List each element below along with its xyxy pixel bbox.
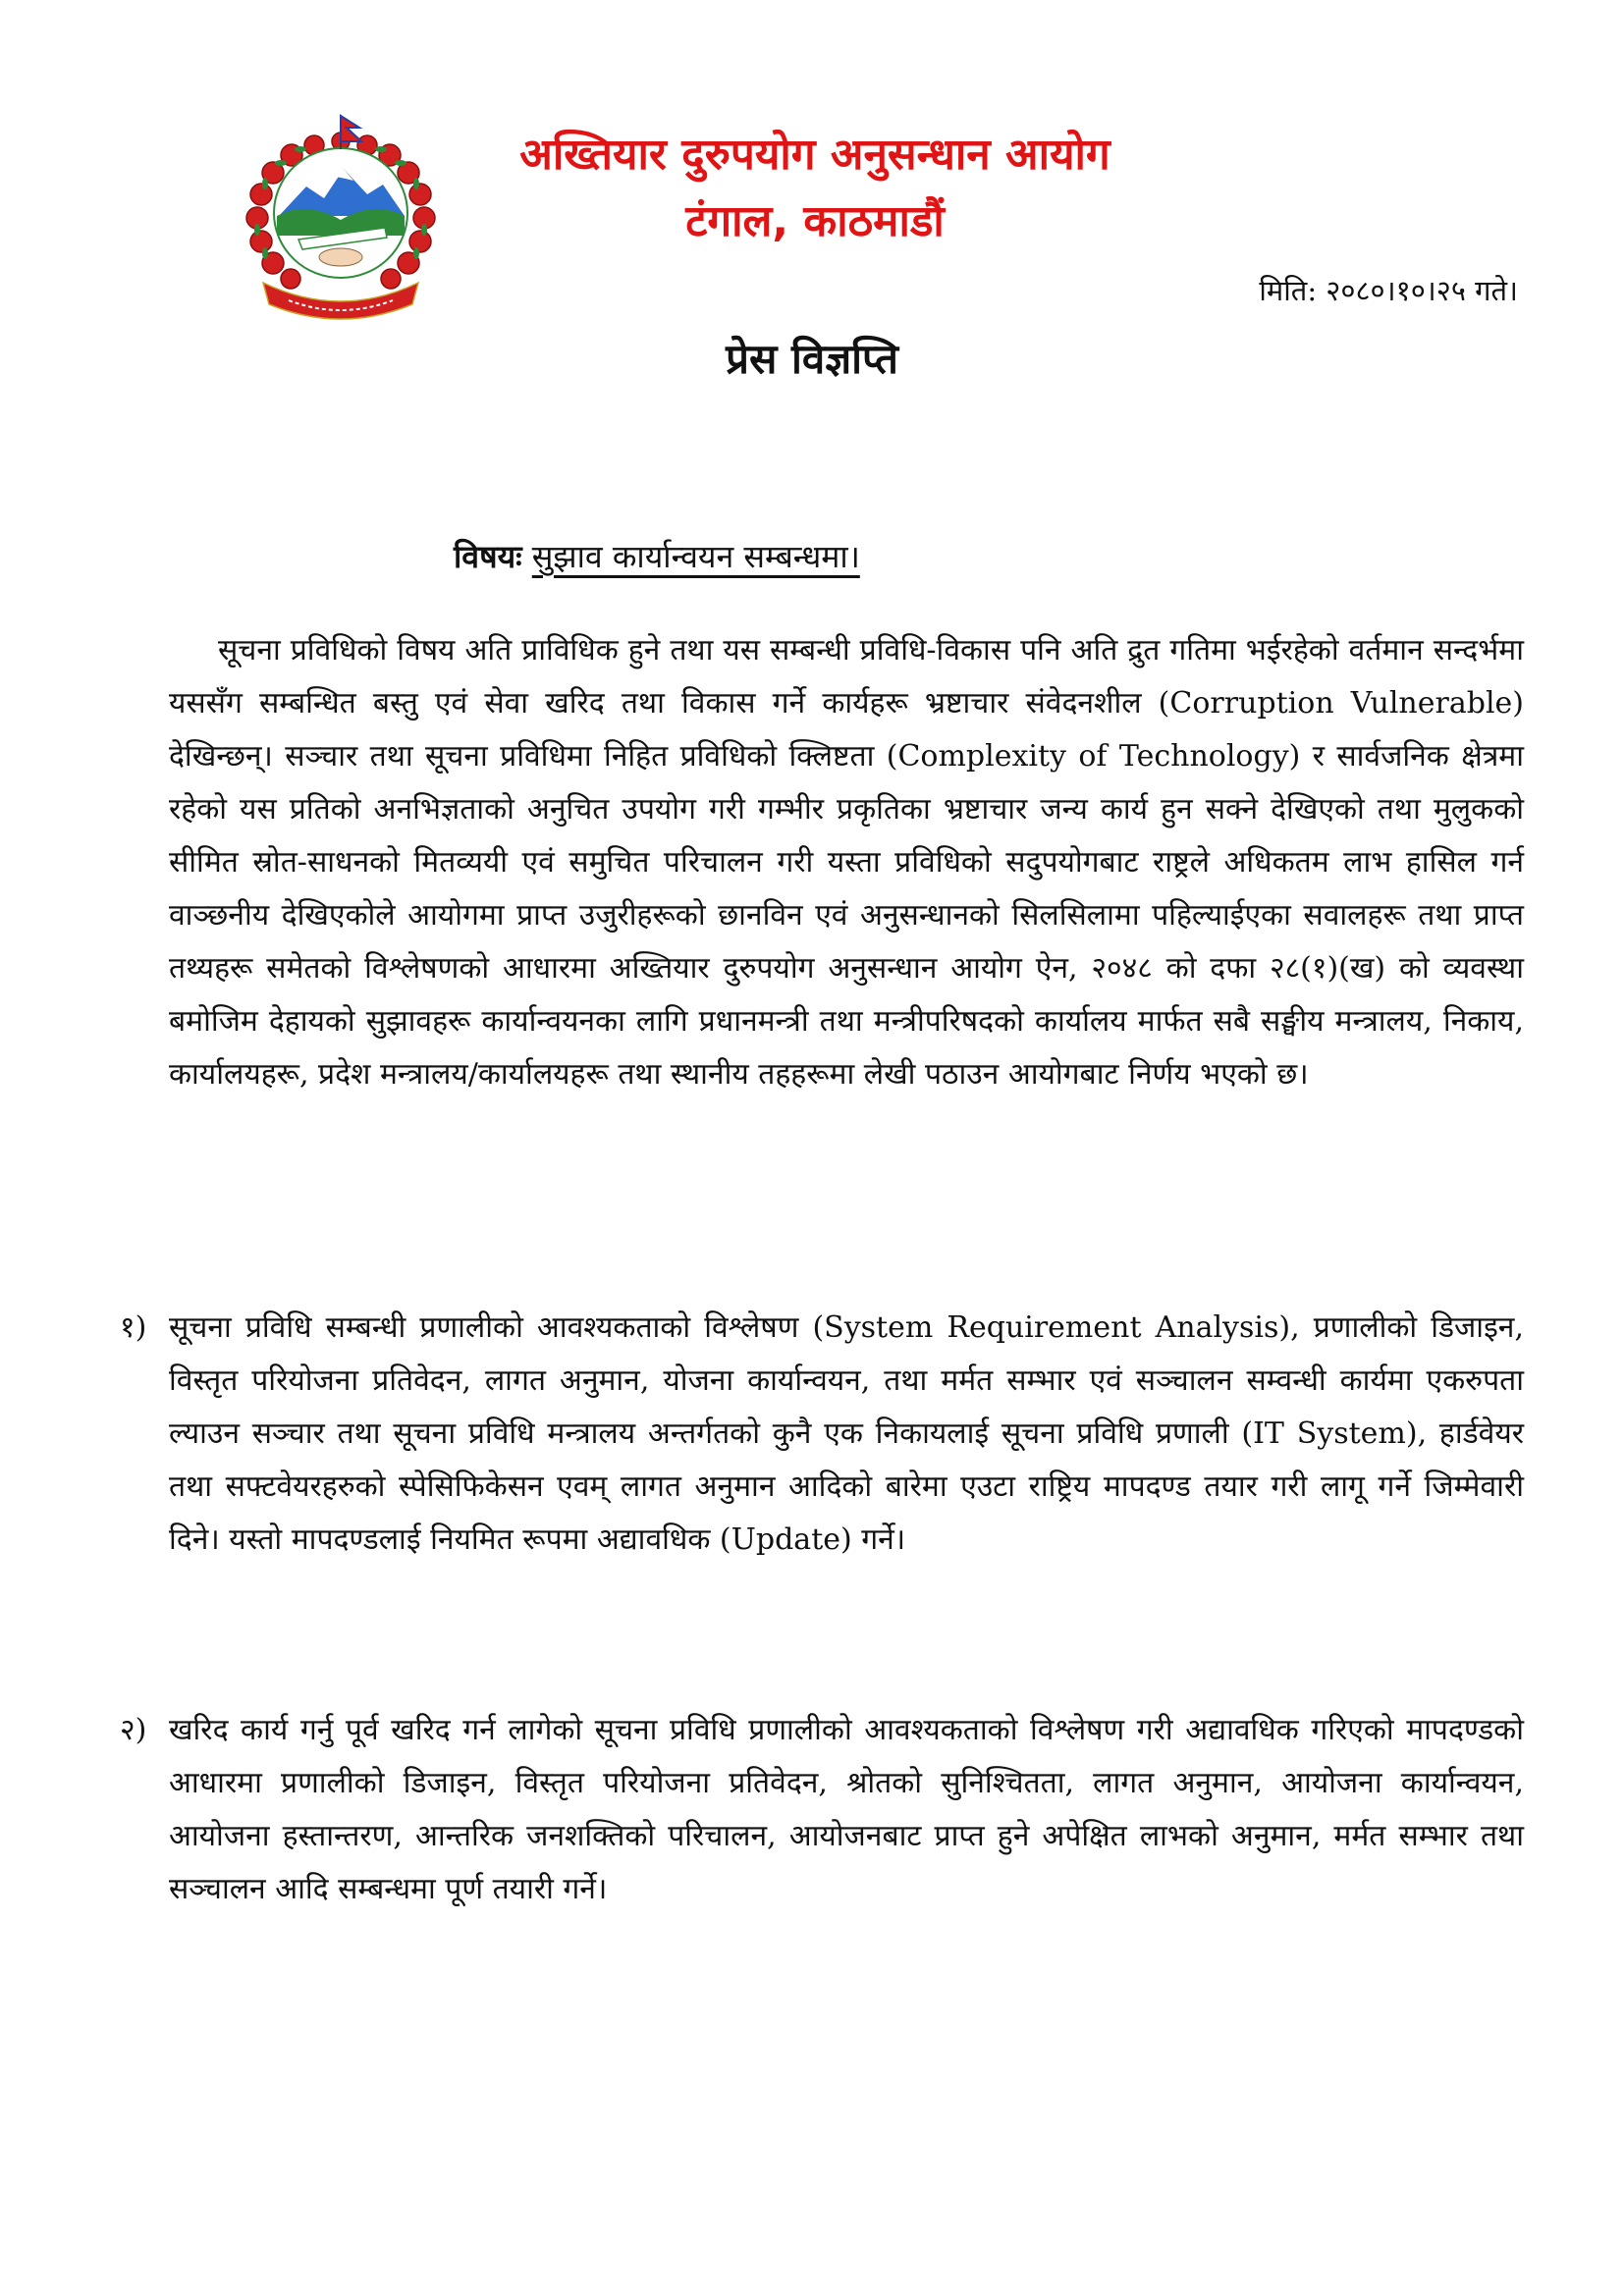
organization-address: टंगाल, काठमाडौं [685,196,945,246]
subject-text: सुझाव कार्यान्वयन सम्बन्धमा। [531,538,860,575]
list-item-text: सूचना प्रविधि सम्बन्धी प्रणालीको आवश्यकताको विश्लेषण (System Requirement Analysis), प्रणालीको डिजाइन, विस्तृत परियोजना प्रतिवेदन, लागत अनुमान, योजना कार्यान्वयन, तथा मर्मत सम्भार एवं सञ्चालन सम्वन्धी कार्यमा एकरुपता ल्याउन सञ्चार तथा सूचना प्रविधि मन्त्रालय अन्तर्गतको कुनै एक निकायलाई सूचना प्रविधि प्रणाली (IT System), हार्डवेयर तथा सफ्टवेयरहरुको स्पेसिफिकेसन एवम् लागत अनुमान आदिको बारेमा एउटा राष्ट्रिय मापदण्ड तयार गरी लागू गर्ने जिम्मेवारी दिने। यस्तो मापदण्डलाई नियमित रूपमा अद्यावधिक (Update) गर्ने। [169,1310,1524,1557]
subject-label: विषयः [454,538,522,575]
page-title: प्रेस विज्ञप्ति [726,335,898,383]
list-item-number: २) [120,1713,147,1747]
subject-line [454,535,860,577]
nepal-emblem-icon [238,110,444,321]
intro-paragraph: सूचना प्रविधिको विषय अति प्राविधिक हुने तथा यस सम्बन्धी प्रविधि-विकास पनि अति द्रुत गतिमा भईरहेको वर्तमान सन्दर्भमा यससँग सम्बन्धित बस्तु एवं सेवा खरिद तथा विकास गर्ने कार्यहरू भ्रष्टाचार संवेदनशील (Corruption Vulnerable) देखिन्छन्। सञ्चार तथा सूचना प्रविधिमा निहित प्रविधिको क्लिष्टता (Complexity of Technology) र सार्वजनिक क्षेत्रमा रहेको यस प्रतिको अनभिज्ञताको अनुचित उपयोग गरी गम्भीर प्रकृतिका भ्रष्टाचार जन्य कार्य हुन सक्ने देखिएको तथा मुलुकको सीमित स्रोत-साधनको मितव्ययी एवं समुचित परिचालन गरी यस्ता प्रविधिको सदुपयोगबाट राष्ट्रले अधिकतम लाभ हासिल गर्न वाञ्छनीय देखिएकोले आयोगमा प्राप्त उजुरीहरूको छानविन एवं अनुसन्धानको सिलसिलामा पहिल्याईएका सवालहरू तथा प्राप्त तथ्यहरू समेतको विश्लेषणको आधारमा अख्तियार दुरुपयोग अनुसन्धान आयोग ऐन, २०४८ को दफा २८(१)(ख) को व्यवस्था बमोजिम देहायको सुझावहरू कार्यान्वयनका लागि प्रधानमन्त्री तथा मन्त्रीपरिषदको कार्यालय मार्फत सबै सङ्घीय मन्त्रालय, निकाय, कार्यालयहरू, प्रदेश मन्त्रालय/कार्यालयहरू तथा स्थानीय तहहरूमा लेखी पठाउन आयोगबाट निर्णय भएको छ। [169,633,1524,1092]
list-item-number: १) [120,1310,147,1345]
date-line: मिति: २०८०।१०।२५ गते। [1259,274,1518,307]
list-item-text: खरिद कार्य गर्नु पूर्व खरिद गर्न लागेको सूचना प्रविधि प्रणालीको आवश्यकताको विश्लेषण गरी अद्यावधिक गरिएको मापदण्डको आधारमा प्रणालीको डिजाइन, विस्तृत परियोजना प्रतिवेदन, श्रोतको सुनिश्चितता, लागत अनुमान, आयोजना कार्यान्वयन, आयोजना हस्तान्तरण, आन्तरिक जनशक्तिको परिचालन, आयोजनबाट प्राप्त हुने अपेक्षित लाभको अनुमान, मर्मत सम्भार तथा सञ्चालन आदि सम्बन्धमा पूर्ण तयारी गर्ने। [169,1713,1524,1906]
organization-name: अख्तियार दुरुपयोग अनुसन्धान आयोग [519,130,1110,180]
